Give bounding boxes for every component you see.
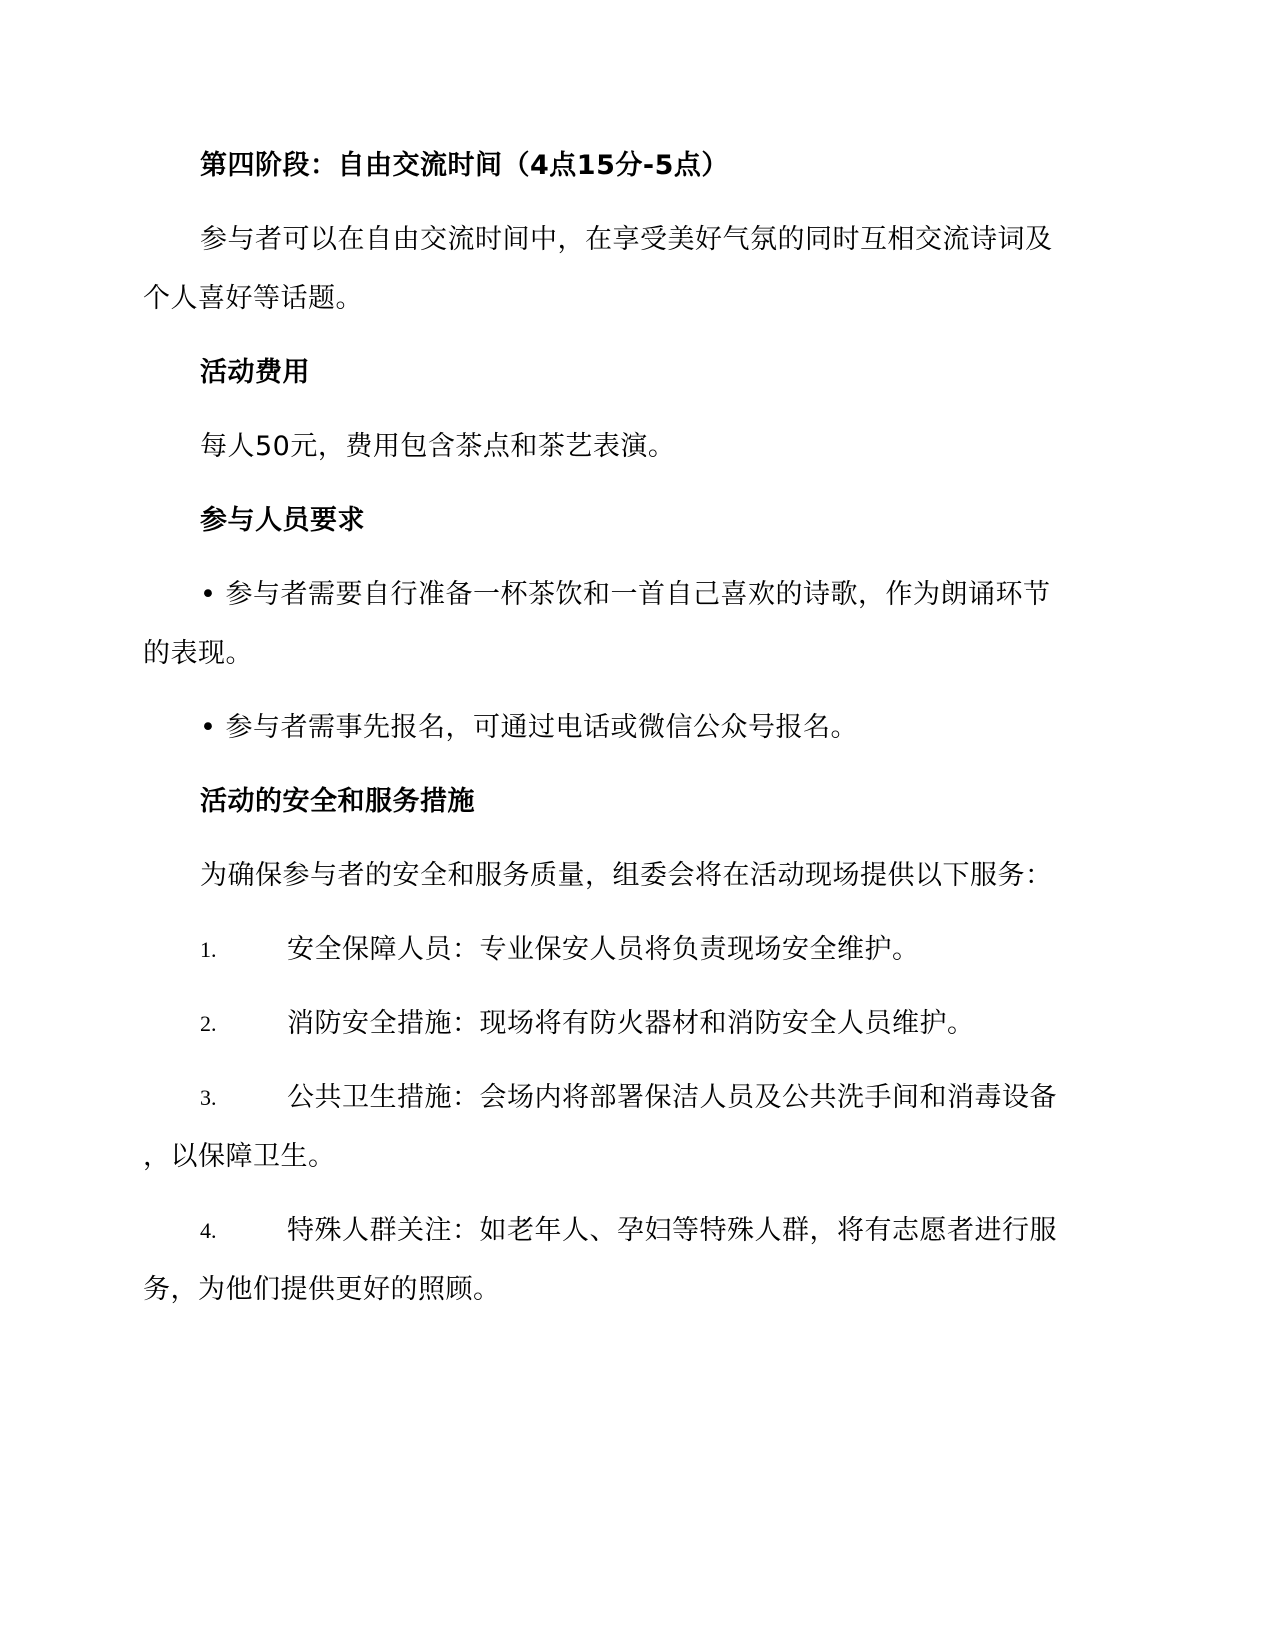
list-number: 3. — [200, 1085, 217, 1110]
safety-item4-line2: 务，为他们提供更好的照顾。 — [143, 1274, 501, 1305]
fee-body: 每人50元，费用包含茶点和茶艺表演。 — [200, 431, 676, 462]
requirement-item1-line1: • 参与者需要自行准备一杯茶饮和一首自己喜欢的诗歌，作为朗诵环节 — [200, 579, 1051, 610]
safety-item3-line1: 公共卫生措施：会场内将部署保洁人员及公共洗手间和消毒设备 — [287, 1082, 1057, 1113]
safety-heading: 活动的安全和服务措施 — [200, 786, 475, 817]
list-number: 2. — [200, 1011, 217, 1036]
list-number: 4. — [200, 1218, 217, 1243]
safety-intro: 为确保参与者的安全和服务质量，组委会将在活动现场提供以下服务： — [200, 860, 1053, 891]
stage4-body-line2: 个人喜好等话题。 — [143, 283, 363, 314]
requirement-item2: • 参与者需事先报名，可通过电话或微信公众号报名。 — [200, 712, 859, 743]
stage4-heading: 第四阶段：自由交流时间（4点15分-5点） — [200, 150, 729, 181]
fee-heading: 活动费用 — [200, 357, 310, 388]
stage4-body-line1: 参与者可以在自由交流时间中，在享受美好气氛的同时互相交流诗词及 — [200, 224, 1053, 255]
safety-item3-line2: ，以保障卫生。 — [143, 1141, 336, 1172]
requirement-item1-line2: 的表现。 — [143, 638, 253, 669]
safety-item4-line1: 特殊人群关注：如老年人、孕妇等特殊人群，将有志愿者进行服 — [287, 1215, 1057, 1246]
safety-item2-text: 消防安全措施：现场将有防火器材和消防安全人员维护。 — [287, 1008, 975, 1039]
requirements-heading: 参与人员要求 — [200, 505, 365, 536]
list-number: 1. — [200, 937, 217, 962]
safety-item1-text: 安全保障人员：专业保安人员将负责现场安全维护。 — [287, 934, 920, 965]
